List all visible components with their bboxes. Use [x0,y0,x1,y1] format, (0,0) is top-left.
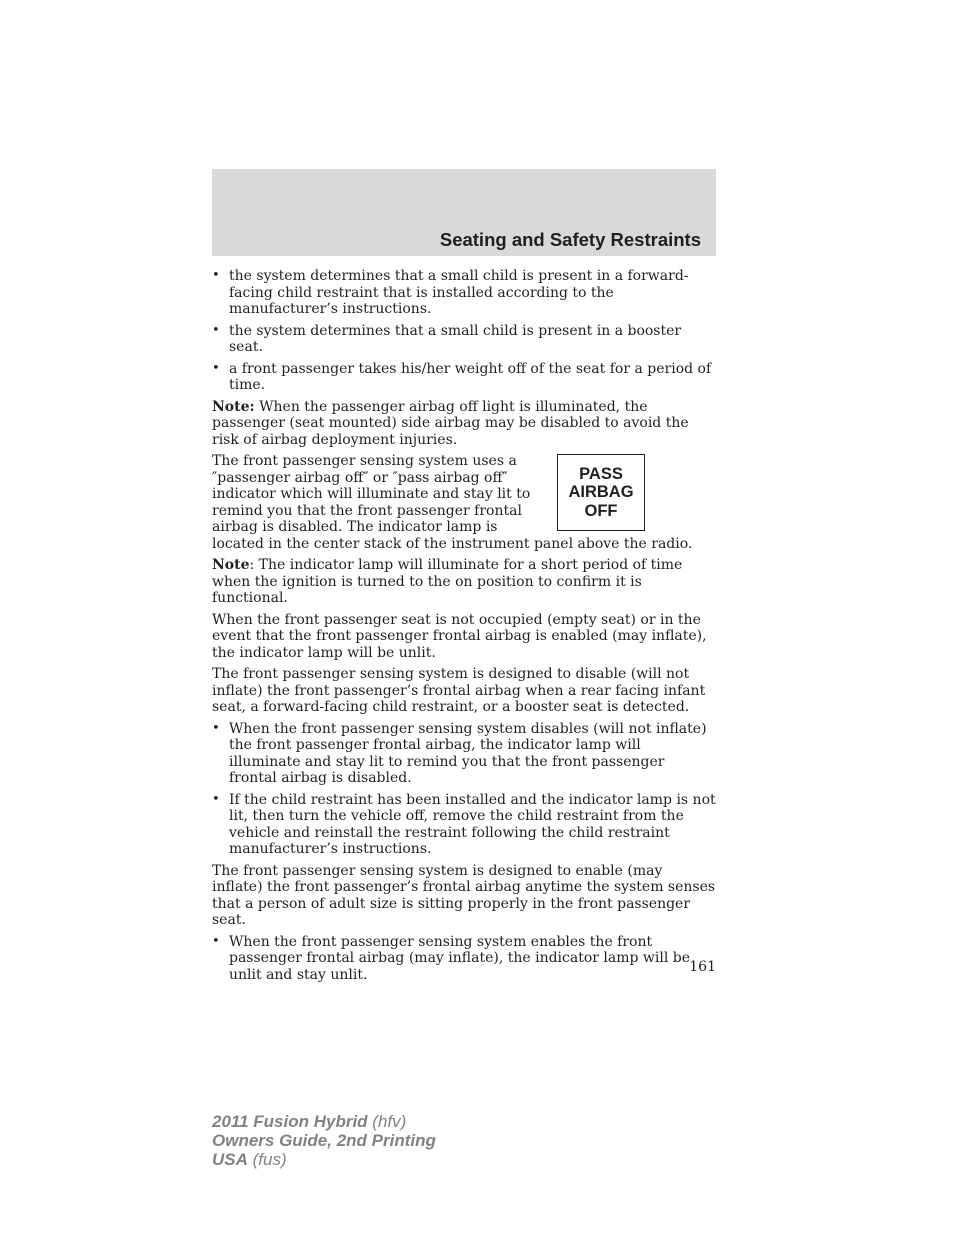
page-number: 161 [689,959,716,975]
list-item: • the system determines that a small child is present in a booster seat. [212,323,716,356]
list-item: • the system determines that a small child is present in a forward-facing child restraint that is installed according to the manufacturer’s instructions. [212,268,716,318]
indicator-line: OFF [584,501,618,520]
indicator-description: The front passenger sensing system uses a ″passenger airbag off″ or ″pass airbag off″ indicator which will illuminate and stay lit to remind you that the front passenger frontal airbag is disabled. The indicator lamp is located in the center stack of the instrument panel above the radio. [212,453,693,552]
note-label: Note [212,557,250,573]
note-label: Note: [212,398,255,415]
section-header-band [212,169,716,256]
pass-airbag-off-indicator [557,454,645,531]
list-item: • When the front passenger sensing system enables the front passenger frontal airbag (may inflate), the indicator lamp will be unlit and stay unlit. [212,934,716,984]
note-indicator-check [212,557,716,607]
paragraph-unoccupied-seat: When the front passenger seat is not occupied (empty seat) or in the event that the front passenger frontal airbag is enabled (may inflate), the indicator lamp will be unlit. [212,611,707,661]
bullet-list-disable [212,721,716,858]
indicator-line: PASS [579,464,623,483]
section-title: Seating and Safety Restraints [439,229,701,250]
list-item: • a front passenger takes his/her weight off of the seat for a period of time. [212,361,716,394]
list-item: • If the child restraint has been installed and the indicator lamp is not lit, then turn the vehicle off, remove the child restraint from the vehicle and reinstall the restraint following the child restraint manufacturer’s instructions. [212,792,716,858]
footer-line-guide: Owners Guide, 2nd Printing [212,1131,436,1150]
paragraph-disable: The front passenger sensing system is designed to disable (will not inflate) the front passenger’s frontal airbag when a rear facing infant seat, a forward-facing child restraint, or a booster seat is detected. [212,666,706,715]
list-item: • When the front passenger sensing system disables (will not inflate) the front passenger frontal airbag, the indicator lamp will illuminate and stay lit to remind you that the front passenger frontal airbag is disabled. [212,721,716,787]
footer-line-market: USA (fus) [212,1150,287,1169]
note-text: : The indicator lamp will illuminate for a short period of time when the ignition is turned to the on position to confirm it is functional. [212,557,683,606]
footer-line-model: 2011 Fusion Hybrid (hfv) [212,1112,407,1131]
bullet-list-conditions [212,268,716,394]
indicator-line: AIRBAG [568,483,634,502]
note-side-airbag [212,399,716,449]
page-content [212,268,716,988]
note-text: When the passenger airbag off light is illuminated, the passenger (seat mounted) side airbag may be disabled to avoid the risk of airbag deployment injuries. [212,398,689,448]
footer-publication-info [212,1112,436,1169]
indicator-section [212,453,716,552]
paragraph-enable: The front passenger sensing system is designed to enable (may inflate) the front passenger’s frontal airbag anytime the system senses that a person of adult size is sitting properly in the front passenger seat. [212,862,716,928]
